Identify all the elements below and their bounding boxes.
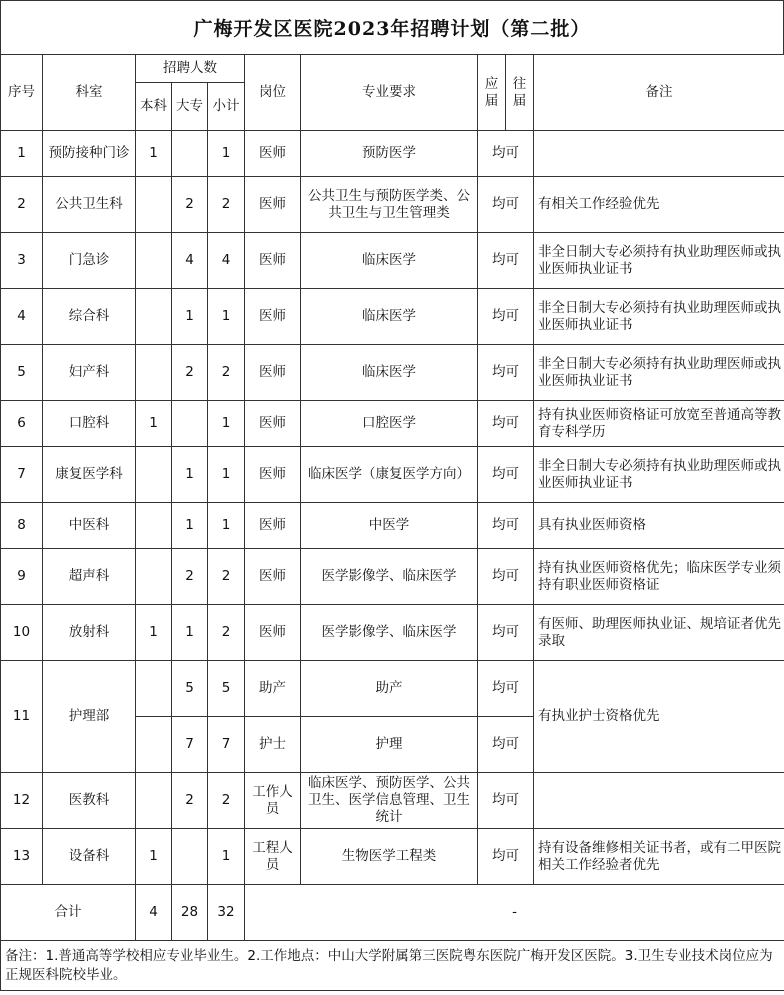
row-remark	[534, 131, 784, 177]
header-fresh-grad: 应届	[478, 55, 506, 131]
row-bachelor	[136, 177, 172, 233]
row-major: 医学影像学、临床医学	[301, 549, 478, 605]
row-subtotal: 7	[208, 717, 245, 773]
footnote: 备注：1.普通高等学校相应专业毕业生。2.工作地点：中山大学附属第三医院粤东医院广梅开发区医院。3.卫生专业技术岗位应为正规医科院校毕业。	[1, 941, 784, 991]
row-bachelor: 1	[136, 605, 172, 661]
table-row	[1, 503, 784, 549]
header-recruit-count: 招聘人数	[136, 55, 245, 83]
row-position: 医师	[245, 447, 301, 503]
row-major: 预防医学	[301, 131, 478, 177]
row-bachelor	[136, 345, 172, 401]
total-subtotal: 32	[208, 885, 245, 941]
header-position: 岗位	[245, 55, 301, 131]
table-row	[1, 233, 784, 289]
row-position: 医师	[245, 177, 301, 233]
row-major: 中医学	[301, 503, 478, 549]
total-row	[1, 885, 784, 941]
row-subtotal: 5	[208, 661, 245, 717]
page-title: 广梅开发区医院2023年招聘计划（第二批）	[0, 0, 784, 54]
row-remark	[534, 773, 784, 829]
row-major: 临床医学	[301, 345, 478, 401]
row-major: 临床医学	[301, 289, 478, 345]
row-subtotal: 1	[208, 829, 245, 885]
row-major: 临床医学、预防医学、公共卫生、医学信息管理、卫生统计	[301, 773, 478, 829]
row-remark: 有执业护士资格优先	[534, 661, 784, 773]
table-row	[1, 401, 784, 447]
row-dept: 门急诊	[43, 233, 136, 289]
total-bachelor: 4	[136, 885, 172, 941]
total-label: 合计	[1, 885, 136, 941]
total-college: 28	[172, 885, 208, 941]
row-seq: 3	[1, 233, 43, 289]
row-dept: 护理部	[43, 661, 136, 773]
row-bachelor: 1	[136, 829, 172, 885]
table-row	[1, 773, 784, 829]
row-college: 1	[172, 503, 208, 549]
row-subtotal: 1	[208, 401, 245, 447]
row-bachelor	[136, 773, 172, 829]
row-position: 护士	[245, 717, 301, 773]
row-college: 1	[172, 447, 208, 503]
row-college: 2	[172, 773, 208, 829]
row-seq: 6	[1, 401, 43, 447]
row-subtotal: 2	[208, 177, 245, 233]
row-seq: 11	[1, 661, 43, 773]
row-grad: 均可	[478, 717, 534, 773]
row-position: 工作人员	[245, 773, 301, 829]
row-college: 5	[172, 661, 208, 717]
table-row	[1, 177, 784, 233]
row-seq: 13	[1, 829, 43, 885]
row-position: 医师	[245, 503, 301, 549]
row-seq: 5	[1, 345, 43, 401]
row-grad: 均可	[478, 345, 534, 401]
header-bachelor: 本科	[136, 83, 172, 131]
row-position: 医师	[245, 549, 301, 605]
table-row	[1, 549, 784, 605]
row-remark: 非全日制大专必须持有执业助理医师或执业医师执业证书	[534, 345, 784, 401]
row-seq: 12	[1, 773, 43, 829]
total-rest: -	[245, 885, 784, 941]
table-row	[1, 289, 784, 345]
row-bachelor	[136, 661, 172, 717]
row-major: 护理	[301, 717, 478, 773]
row-grad: 均可	[478, 829, 534, 885]
header-major: 专业要求	[301, 55, 478, 131]
row-subtotal: 2	[208, 549, 245, 605]
row-remark: 有相关工作经验优先	[534, 177, 784, 233]
header-remark: 备注	[534, 55, 784, 131]
row-major: 口腔医学	[301, 401, 478, 447]
row-seq: 9	[1, 549, 43, 605]
table-row	[1, 829, 784, 885]
row-dept: 超声科	[43, 549, 136, 605]
row-grad: 均可	[478, 773, 534, 829]
row-subtotal: 1	[208, 503, 245, 549]
row-major: 助产	[301, 661, 478, 717]
row-subtotal: 1	[208, 289, 245, 345]
row-position: 助产	[245, 661, 301, 717]
row-bachelor	[136, 549, 172, 605]
row-seq: 2	[1, 177, 43, 233]
row-grad: 均可	[478, 289, 534, 345]
header-dept: 科室	[43, 55, 136, 131]
row-position: 医师	[245, 345, 301, 401]
table-row	[1, 605, 784, 661]
row-bachelor	[136, 289, 172, 345]
row-remark: 非全日制大专必须持有执业助理医师或执业医师执业证书	[534, 289, 784, 345]
row-remark: 具有执业医师资格	[534, 503, 784, 549]
row-college: 1	[172, 605, 208, 661]
row-dept: 设备科	[43, 829, 136, 885]
footnote-row	[1, 941, 784, 991]
row-bachelor	[136, 447, 172, 503]
row-subtotal: 2	[208, 605, 245, 661]
row-dept: 放射科	[43, 605, 136, 661]
row-position: 医师	[245, 605, 301, 661]
row-grad: 均可	[478, 503, 534, 549]
header-subtotal: 小计	[208, 83, 245, 131]
row-seq: 7	[1, 447, 43, 503]
recruitment-table	[0, 54, 784, 991]
row-bachelor	[136, 717, 172, 773]
row-bachelor	[136, 503, 172, 549]
row-college: 7	[172, 717, 208, 773]
table-row	[1, 131, 784, 177]
row-dept: 康复医学科	[43, 447, 136, 503]
row-remark: 有医师、助理医师执业证、规培证者优先录取	[534, 605, 784, 661]
row-position: 工程人员	[245, 829, 301, 885]
row-dept: 医教科	[43, 773, 136, 829]
row-grad: 均可	[478, 131, 534, 177]
row-subtotal: 2	[208, 345, 245, 401]
row-grad: 均可	[478, 233, 534, 289]
row-college: 2	[172, 549, 208, 605]
row-seq: 10	[1, 605, 43, 661]
row-dept: 预防接种门诊	[43, 131, 136, 177]
row-position: 医师	[245, 131, 301, 177]
row-dept: 公共卫生科	[43, 177, 136, 233]
row-subtotal: 1	[208, 447, 245, 503]
header-past-grad: 往届	[506, 55, 534, 131]
row-college: 2	[172, 345, 208, 401]
row-bachelor: 1	[136, 131, 172, 177]
row-dept: 妇产科	[43, 345, 136, 401]
row-grad: 均可	[478, 605, 534, 661]
row-grad: 均可	[478, 401, 534, 447]
row-grad: 均可	[478, 177, 534, 233]
row-subtotal: 4	[208, 233, 245, 289]
row-remark: 持有执业医师资格优先；临床医学专业须持有职业医师资格证	[534, 549, 784, 605]
row-college	[172, 829, 208, 885]
row-remark: 非全日制大专必须持有执业助理医师或执业医师执业证书	[534, 233, 784, 289]
row-major: 临床医学（康复医学方向）	[301, 447, 478, 503]
table-row	[1, 661, 784, 717]
row-dept: 综合科	[43, 289, 136, 345]
header-seq: 序号	[1, 55, 43, 131]
row-position: 医师	[245, 233, 301, 289]
row-grad: 均可	[478, 661, 534, 717]
row-dept: 中医科	[43, 503, 136, 549]
row-college: 1	[172, 289, 208, 345]
row-subtotal: 1	[208, 131, 245, 177]
row-college: 2	[172, 177, 208, 233]
row-dept: 口腔科	[43, 401, 136, 447]
row-remark: 持有设备维修相关证书者，或有二甲医院相关工作经验者优先	[534, 829, 784, 885]
row-major: 医学影像学、临床医学	[301, 605, 478, 661]
row-major: 临床医学	[301, 233, 478, 289]
row-major: 公共卫生与预防医学类、公共卫生与卫生管理类	[301, 177, 478, 233]
row-seq: 1	[1, 131, 43, 177]
row-seq: 4	[1, 289, 43, 345]
row-remark: 非全日制大专必须持有执业助理医师或执业医师执业证书	[534, 447, 784, 503]
row-college: 4	[172, 233, 208, 289]
row-position: 医师	[245, 289, 301, 345]
row-grad: 均可	[478, 447, 534, 503]
row-position: 医师	[245, 401, 301, 447]
row-subtotal: 2	[208, 773, 245, 829]
table-row	[1, 447, 784, 503]
row-seq: 8	[1, 503, 43, 549]
row-remark: 持有执业医师资格证可放宽至普通高等教育专科学历	[534, 401, 784, 447]
row-major: 生物医学工程类	[301, 829, 478, 885]
table-row	[1, 345, 784, 401]
row-grad: 均可	[478, 549, 534, 605]
row-college	[172, 401, 208, 447]
row-college	[172, 131, 208, 177]
header-college: 大专	[172, 83, 208, 131]
row-bachelor: 1	[136, 401, 172, 447]
row-bachelor	[136, 233, 172, 289]
